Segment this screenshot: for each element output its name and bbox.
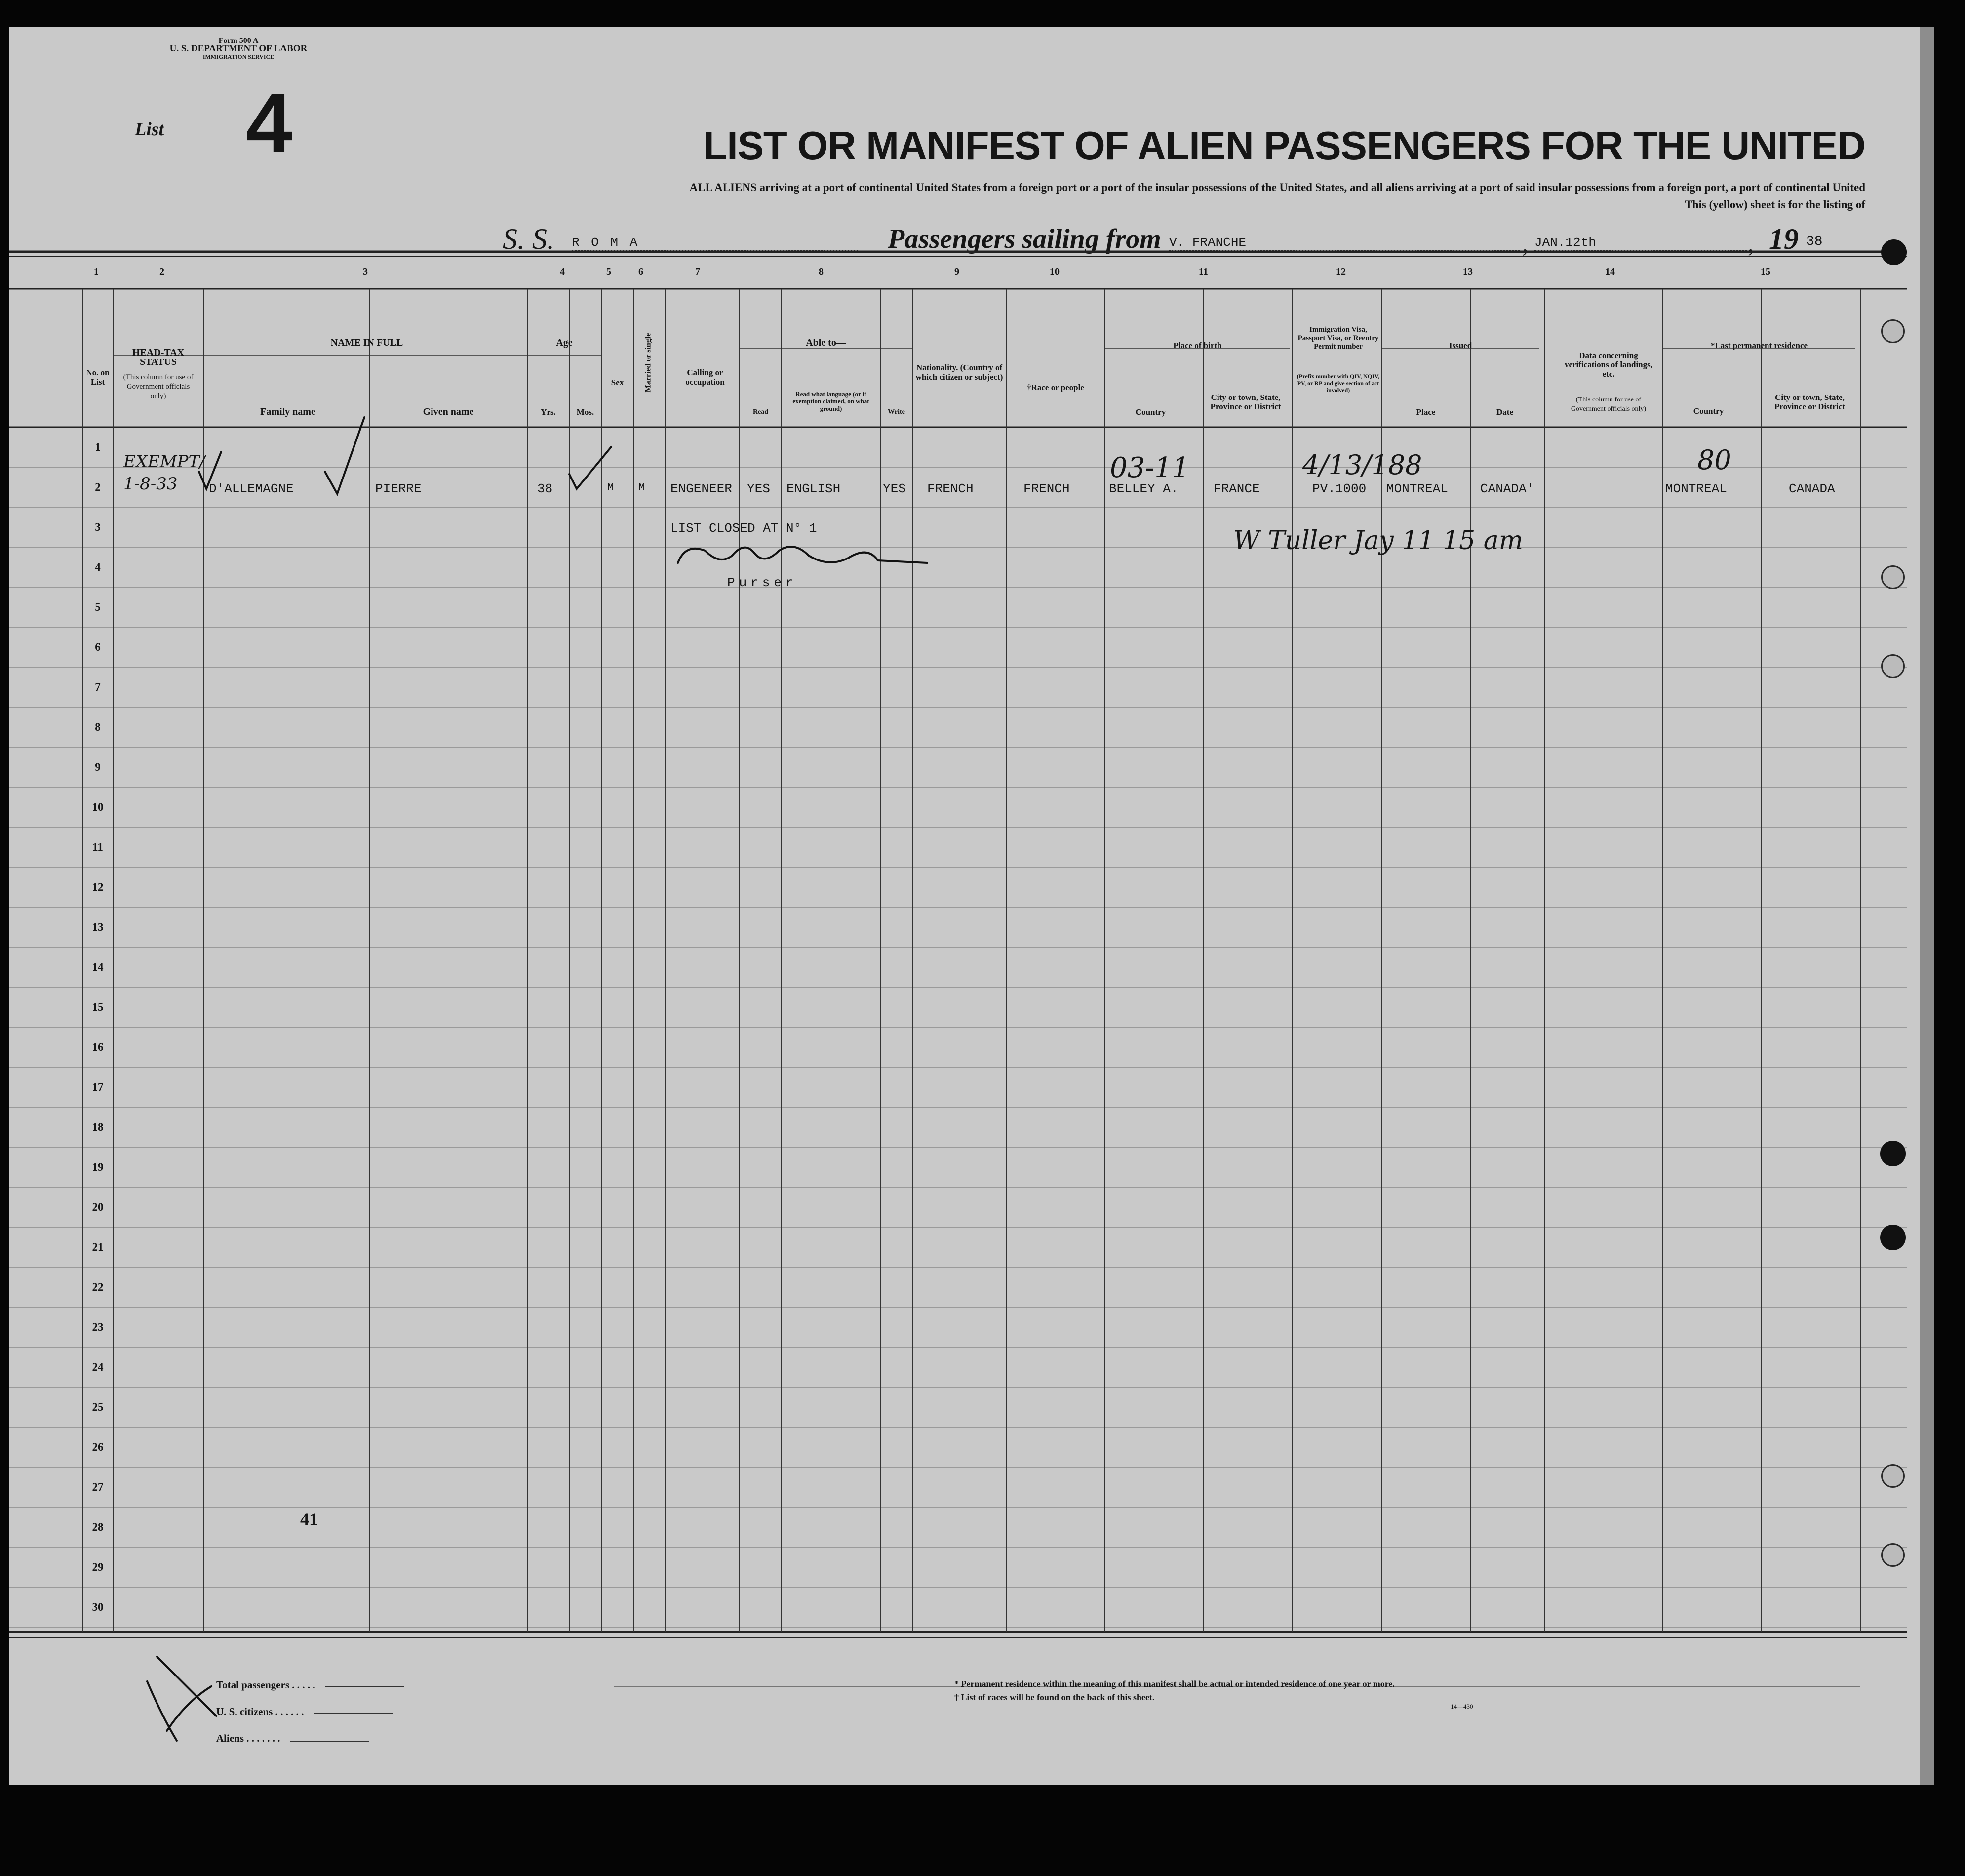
column-number-row bbox=[9, 266, 1929, 281]
row-number: 29 bbox=[92, 1561, 104, 1573]
header-visa-note: (Prefix number with QIV, NQIV, PV, or RP and give section of act involved) bbox=[1297, 373, 1380, 394]
port-of-departure: V. FRANCHE bbox=[1169, 235, 1520, 251]
list-number: 4 bbox=[246, 77, 293, 170]
issued-date-cell: CANADA' bbox=[1480, 481, 1534, 496]
age-years-cell: 38 bbox=[537, 481, 553, 496]
colnum-2: 2 bbox=[159, 266, 164, 277]
binder-hole bbox=[1881, 565, 1905, 589]
row-number: 30 bbox=[92, 1601, 104, 1613]
occupation-cell: ENGENEER bbox=[670, 481, 732, 496]
colnum-12: 12 bbox=[1336, 266, 1346, 277]
row-number: 5 bbox=[95, 601, 101, 613]
page-title: LIST OR MANIFEST OF ALIEN PASSENGERS FOR THE UNITED bbox=[703, 123, 1865, 167]
row-number: 8 bbox=[95, 721, 101, 733]
colnum-14: 14 bbox=[1605, 266, 1615, 277]
header-birth-country: Country bbox=[1135, 407, 1166, 417]
row-number: 27 bbox=[92, 1481, 104, 1493]
head-tax-handwritten: 1-8-33 bbox=[123, 474, 178, 494]
colnum-7: 7 bbox=[695, 266, 700, 277]
header-name-in-full: NAME IN FULL bbox=[330, 337, 403, 348]
manifest-sheet bbox=[9, 27, 1929, 1785]
footnote-residence: * Permanent residence within the meaning of this manifest shall be actual or intended residence of one year or more. bbox=[954, 1679, 1395, 1689]
header-given-name: Given name bbox=[423, 406, 474, 417]
footnotes bbox=[954, 1677, 1596, 1704]
header-verification: Data concerning verifications of landings, etc. bbox=[1564, 351, 1653, 379]
comma-separator: , bbox=[1522, 230, 1529, 257]
row-number: 25 bbox=[92, 1401, 104, 1413]
comma-separator-2: , bbox=[1748, 230, 1754, 257]
residence-city-cell: CANADA bbox=[1789, 481, 1835, 496]
row-number: 1 bbox=[95, 441, 101, 453]
sex-cell: M bbox=[607, 481, 614, 494]
birth-city-cell: BELLEY A. bbox=[1109, 481, 1179, 496]
year-prefix: 19 bbox=[1769, 223, 1799, 255]
header-res-country: Country bbox=[1693, 406, 1724, 416]
colnum-13: 13 bbox=[1463, 266, 1473, 277]
header-no-on-list: No. on List bbox=[86, 368, 110, 387]
given-name-cell: PIERRE bbox=[375, 481, 422, 496]
row-number: 4 bbox=[95, 561, 101, 573]
row-number: 22 bbox=[92, 1281, 104, 1293]
header-head-tax: HEAD-TAX STATUS bbox=[132, 347, 185, 367]
nationality-cell: FRENCH bbox=[927, 481, 974, 496]
us-citizens-label: U. S. citizens bbox=[216, 1706, 273, 1717]
header-sex: Sex bbox=[611, 378, 624, 387]
header-res-city: City or town, State, Province or District bbox=[1774, 393, 1845, 411]
row-number: 26 bbox=[92, 1441, 104, 1453]
row-number: 6 bbox=[95, 641, 101, 653]
legend-us-citizens: U. S. citizens . . . . . . bbox=[216, 1698, 512, 1725]
race-cell: FRENCH bbox=[1023, 481, 1070, 496]
row-number: 10 bbox=[92, 801, 104, 813]
married-cell: M bbox=[638, 481, 645, 494]
header-last-residence: *Last permanent residence bbox=[1710, 341, 1808, 350]
row-number: 12 bbox=[92, 881, 104, 893]
write-cell: YES bbox=[883, 481, 906, 496]
header-nationality: Nationality. (Country of which citizen or subject) bbox=[915, 363, 1003, 382]
colnum-9: 9 bbox=[954, 266, 959, 277]
birth-handwritten-note: 03-11 bbox=[1110, 452, 1190, 484]
intro-text-line2: This (yellow) sheet is for the listing of bbox=[1685, 199, 1865, 211]
header-age: Age bbox=[556, 337, 573, 348]
purser-label: Purser bbox=[727, 575, 797, 590]
ship-name: R O M A bbox=[572, 235, 858, 251]
row-number: 2 bbox=[95, 481, 101, 493]
binder-hole bbox=[1881, 1543, 1905, 1567]
header-able-to: Able to— bbox=[806, 337, 846, 348]
colnum-1: 1 bbox=[94, 266, 99, 277]
family-name-cell: D'ALLEMAGNE bbox=[209, 481, 294, 496]
birth-country-cell: FRANCE bbox=[1214, 481, 1260, 496]
list-closed-note: LIST CLOSED AT N° 1 bbox=[670, 521, 817, 536]
sailing-date: JAN.12th bbox=[1534, 235, 1747, 251]
colnum-15: 15 bbox=[1761, 266, 1770, 277]
header-place-of-birth: Place of birth bbox=[1173, 341, 1222, 350]
binder-hole bbox=[1881, 239, 1907, 265]
form-number: Form 500 A bbox=[218, 37, 259, 45]
list-label: List bbox=[135, 119, 164, 140]
header-age-mos: Mos. bbox=[576, 407, 594, 417]
legend-total-passengers: Total passengers . . . . . bbox=[216, 1672, 512, 1698]
row-number: 20 bbox=[92, 1201, 104, 1213]
residence-country-cell: MONTREAL bbox=[1665, 481, 1727, 496]
row-number: 28 bbox=[92, 1521, 104, 1533]
department-name: U. S. DEPARTMENT OF LABOR bbox=[169, 43, 308, 54]
visa-number-cell: PV.1000 bbox=[1312, 481, 1367, 496]
row-number: 14 bbox=[92, 961, 104, 973]
row-number: 23 bbox=[92, 1321, 104, 1333]
row-number: 15 bbox=[92, 1001, 104, 1013]
issued-place-cell: MONTREAL bbox=[1386, 481, 1448, 496]
header-calling: Calling or occupation bbox=[685, 368, 725, 387]
row-number: 11 bbox=[92, 841, 103, 853]
row-number: 19 bbox=[92, 1161, 104, 1173]
colnum-11: 11 bbox=[1199, 266, 1208, 277]
header-issued-place: Place bbox=[1416, 407, 1436, 417]
ss-label: S. S. bbox=[503, 223, 554, 255]
row-number: 9 bbox=[95, 761, 101, 773]
row-number: 7 bbox=[95, 681, 101, 693]
row-number: 24 bbox=[92, 1361, 104, 1373]
residence-handwritten-note: 80 bbox=[1697, 444, 1731, 476]
column-headers bbox=[9, 289, 1929, 427]
header-write: Write bbox=[888, 408, 905, 416]
colnum-10: 10 bbox=[1050, 266, 1060, 277]
binder-hole bbox=[1881, 319, 1905, 343]
colnum-6: 6 bbox=[638, 266, 643, 277]
footnote-races: † List of races will be found on the back of this sheet. bbox=[954, 1692, 1155, 1702]
colnum-8: 8 bbox=[819, 266, 824, 277]
handwritten-inspection-note: W Tuller Jay 11 15 am bbox=[1233, 526, 1524, 556]
service-name: IMMIGRATION SERVICE bbox=[202, 53, 275, 60]
header-issued-date: Date bbox=[1496, 407, 1513, 417]
row-number: 17 bbox=[92, 1081, 104, 1093]
colnum-3: 3 bbox=[363, 266, 368, 277]
row-number: 13 bbox=[92, 921, 104, 933]
binder-hole bbox=[1880, 1141, 1906, 1166]
header-age-yrs: Yrs. bbox=[541, 407, 556, 417]
aliens-label: Aliens bbox=[216, 1732, 244, 1744]
colnum-5: 5 bbox=[606, 266, 611, 277]
header-read: Read bbox=[752, 408, 769, 416]
binder-hole bbox=[1881, 1464, 1905, 1488]
row-number: 3 bbox=[95, 521, 101, 533]
year-suffix: 38 bbox=[1806, 234, 1823, 249]
row-number-column bbox=[83, 27, 113, 1785]
binder-hole bbox=[1881, 654, 1905, 678]
row-number: 21 bbox=[92, 1241, 104, 1253]
header-read-language: Read what language (or if exemption claimed, on what ground) bbox=[792, 390, 869, 412]
head-tax-exempt-stamp: EXEMPT/ bbox=[123, 452, 205, 472]
row-number: 18 bbox=[92, 1121, 104, 1133]
legend-aliens: Aliens . . . . . . . bbox=[216, 1725, 512, 1752]
header-race: †Race or people bbox=[1027, 383, 1084, 392]
header-birth-city: City or town, State, Province or District bbox=[1210, 393, 1281, 411]
header-verification-note: (This column for use of Government officials only) bbox=[1571, 396, 1647, 413]
header-married: Married or single bbox=[644, 333, 653, 393]
header-head-tax-note: (This column for use of Government officials only) bbox=[123, 373, 194, 400]
passenger-row-1 bbox=[9, 481, 1929, 501]
colnum-4: 4 bbox=[560, 266, 565, 277]
header-visa: Immigration Visa, Passport Visa, or Reentry Permit number bbox=[1297, 326, 1379, 351]
row-number: 16 bbox=[92, 1041, 104, 1053]
intro-text-line1: ALL ALIENS arriving at a port of continental United States from a foreign port or a port of the insular possessions of the United States, and all aliens arriving at a port of said insular possessions from a foreign port, a port of continental United bbox=[689, 181, 1865, 194]
header-issued: Issued bbox=[1449, 341, 1472, 350]
binder-hole bbox=[1880, 1225, 1906, 1250]
form-code: 14—430 bbox=[1451, 1703, 1473, 1710]
passenger-count-note: 41 bbox=[300, 1509, 318, 1529]
visa-handwritten-note: 4/13/188 bbox=[1302, 449, 1422, 480]
sailing-from-label: Passengers sailing from bbox=[888, 224, 1161, 254]
read-cell: YES bbox=[747, 481, 770, 496]
read-language-cell: ENGLISH bbox=[786, 481, 841, 496]
total-passengers-label: Total passengers bbox=[216, 1679, 289, 1691]
header-family-name: Family name bbox=[260, 406, 315, 417]
totals-legend bbox=[216, 1672, 512, 1752]
